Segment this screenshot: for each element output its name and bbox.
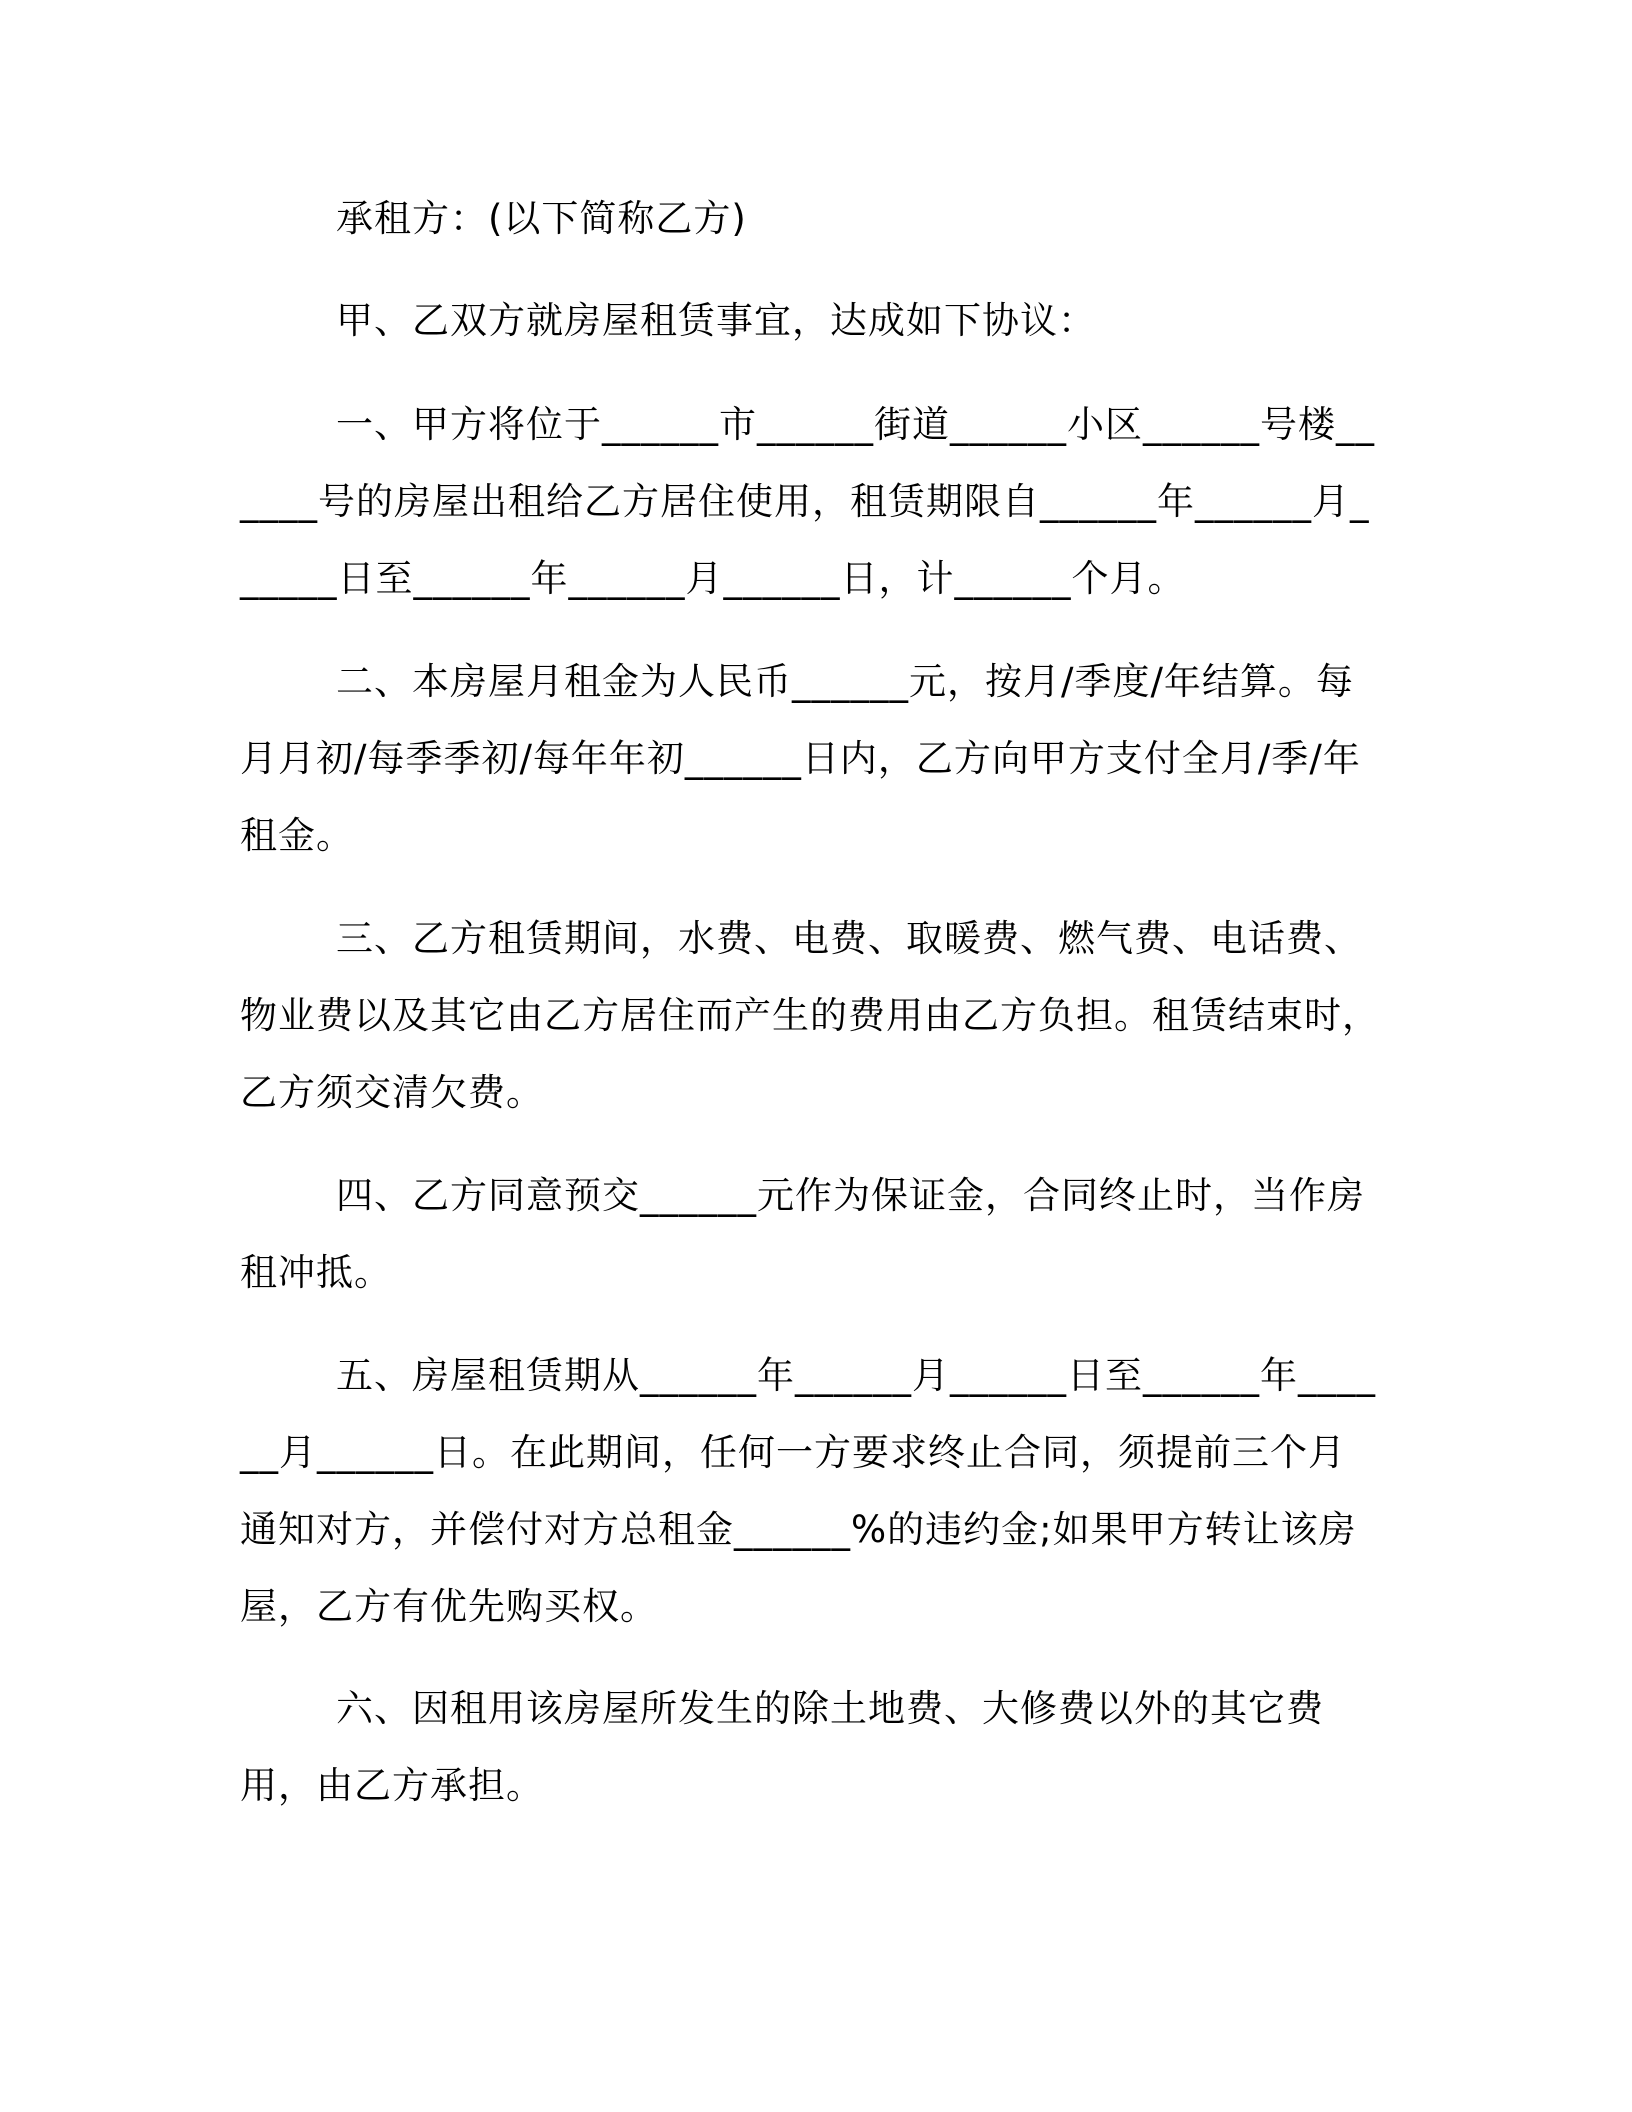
clause-3-text: 三、乙方租赁期间，水费、电费、取暖费、燃气费、电话费、物业费以及其它由乙方居住而产生的费用由乙方负担。租赁结束时，乙方须交清欠费。 xyxy=(240,917,1380,1114)
clause-6 xyxy=(240,1670,1382,1824)
lessee-text: 承租方：(以下简称乙方) xyxy=(336,197,747,240)
agreement-intro xyxy=(240,282,1382,359)
clause-5 xyxy=(240,1337,1382,1645)
lessee-line xyxy=(240,180,1382,257)
clause-4 xyxy=(240,1157,1382,1311)
clause-4-text: 四、乙方同意预交______元作为保证金，合同终止时，当作房租冲抵。 xyxy=(240,1174,1365,1294)
clause-1 xyxy=(240,386,1382,617)
clause-1-text: 一、甲方将位于______市______街道______小区______号楼______号的房屋出租给乙方居住使用，租赁期限自______年______月______日至______年______月______日，计______个月。 xyxy=(240,403,1375,600)
clause-2-text: 二、本房屋月租金为人民币______元，按月/季度/年结算。每月月初/每季季初/每年年初______日内，乙方向甲方支付全月/季/年租金。 xyxy=(240,660,1361,857)
clause-2 xyxy=(240,643,1382,874)
clause-6-text: 六、因租用该房屋所发生的除土地费、大修费以外的其它费用，由乙方承担。 xyxy=(240,1687,1324,1807)
clause-5-text: 五、房屋租赁期从______年______月______日至______年______月______日。在此期间，任何一方要求终止合同，须提前三个月通知对方，并偿付对方总租金______%的违约金;如果甲方转让该房屋，乙方有优先购买权。 xyxy=(240,1354,1376,1628)
clause-3 xyxy=(240,900,1382,1131)
intro-text: 甲、乙双方就房屋租赁事宜，达成如下协议： xyxy=(336,299,1096,342)
